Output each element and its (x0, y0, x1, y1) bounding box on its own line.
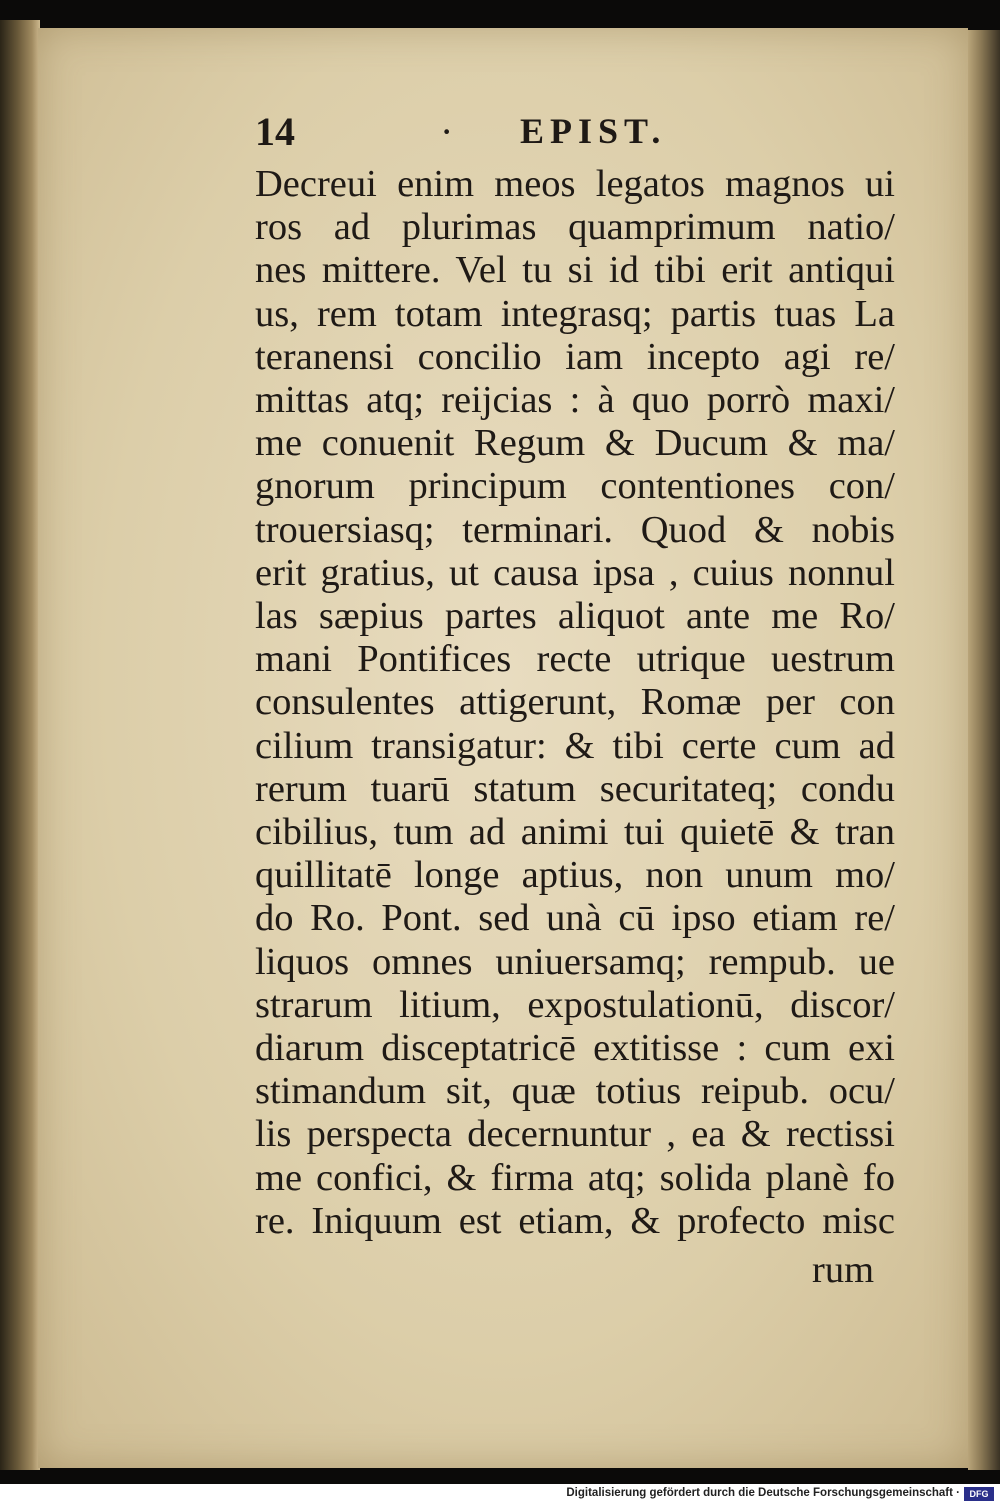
text-line: rerum tuarū statum securitateq; condu (255, 767, 895, 810)
book-binding-edge (0, 20, 40, 1470)
funding-credit: Digitalisierung gefördert durch die Deutsche Forschungsgemeinschaft · (566, 1487, 960, 1499)
text-line: lis perspecta decernuntur , ea & rectissi (255, 1113, 895, 1156)
page-edge-right (968, 30, 1000, 1470)
text-line: me confici, & firma atq; solida planè fo (255, 1156, 895, 1199)
text-line: diarum disceptatricē extitisse : cum exi (255, 1027, 895, 1070)
text-line: cibilius, tum ad animi tui quietē & tran (255, 811, 895, 854)
text-line: strarum litium, expostulationū, discor/ (255, 983, 895, 1026)
text-line: stimandum sit, quæ totius reipub. ocu/ (255, 1070, 895, 1113)
text-line: erit gratius, ut causa ipsa , cuius nonnul (255, 551, 895, 594)
text-line: trouersiasq; terminari. Quod & nobis (255, 508, 895, 551)
text-line: me conuenit Regum & Ducum & ma/ (255, 422, 895, 465)
text-line: us, rem totam integrasq; partis tuas La (255, 292, 895, 335)
dfg-logo: DFG (964, 1487, 994, 1501)
running-head: EPIST. (520, 111, 667, 151)
body-text-block (255, 163, 895, 1243)
text-line: quillitatē longe aptius, non unum mo/ (255, 854, 895, 897)
text-line: ros ad plurimas quamprimum natio/ (255, 206, 895, 249)
page-number: 14 (255, 109, 295, 154)
text-line: teranensi concilio iam incepto agi re/ (255, 335, 895, 378)
text-line: cilium transigatur: & tibi certe cum ad (255, 724, 895, 767)
text-line: re. Iniquum est etiam, & profecto misc (255, 1199, 895, 1242)
header-separator: · (440, 109, 454, 154)
text-line: mittas atq; reijcias : à quo porrò maxi/ (255, 379, 895, 422)
text-line: gnorum principum contentiones con/ (255, 465, 895, 508)
text-line: las sæpius partes aliquot ante me Ro/ (255, 595, 895, 638)
text-line: liquos omnes uniuersamq; rempub. ue (255, 940, 895, 983)
text-line: Decreui enim meos legatos magnos ui (255, 163, 895, 205)
text-line: nes mittere. Vel tu si id tibi erit antiqui (255, 249, 895, 292)
text-line: consulentes attigerunt, Romæ per con (255, 681, 895, 724)
page-header (255, 108, 895, 158)
text-line: mani Pontifices recte utrique uestrum (255, 638, 895, 681)
digitization-footer (0, 1484, 1000, 1505)
catchword: rum (812, 1249, 875, 1291)
text-line: do Ro. Pont. sed unà cū ipso etiam re/ (255, 897, 895, 940)
